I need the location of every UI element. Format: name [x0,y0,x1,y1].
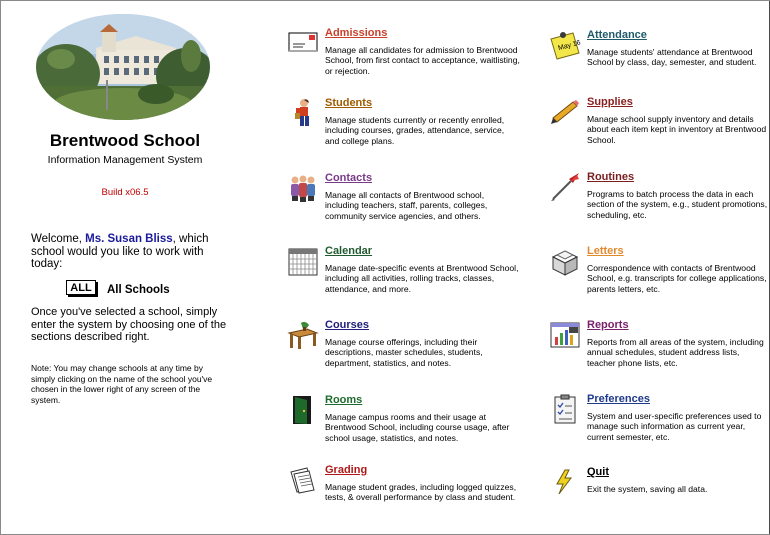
reports-link[interactable]: Reports [587,319,629,331]
rooms-link[interactable]: Rooms [325,394,363,406]
quit-description: Exit the system, saving all data. [587,484,708,494]
courses-link[interactable]: Courses [325,319,370,331]
preferences-description: System and user-specific preferences used to manage such information as current year, current semester, etc. [587,411,762,442]
pencil-icon[interactable] [549,96,581,128]
lightning-icon[interactable] [549,466,581,498]
students-description: Manage students currently or recently enrolled, including courses, grades, attendance, service, and college plans. [325,115,505,146]
school-title: Brentwood School [49,131,201,150]
supplies-link[interactable]: Supplies [587,96,633,108]
instructions-text: Once you've selected a school, simply enter the system by choosing one of the sections described right. [31,306,227,343]
reports-description: Reports from all areas of the system, including annual schedules, student address lists, teacher phone lists, etc. [587,337,764,368]
courses-description: Manage course offerings, including their descriptions, master schedules, students, department, statistics, and notes. [325,337,483,368]
grading-description: Manage student grades, including logged quizzes, tests, & overall performance by class and student. [325,482,517,503]
contacts-link[interactable]: Contacts [325,172,373,184]
admissions-description: Manage all candidates for admission to Brentwood School, from first contact to acceptance, waitlisting, or rejection. [325,45,520,76]
chart-report-icon[interactable] [549,319,581,351]
all-schools-button[interactable]: ALL [66,280,96,295]
welcome-suffix: , which school would you like to work with today: [31,233,209,270]
preferences-link[interactable]: Preferences [587,393,650,405]
quit-link[interactable]: Quit [587,466,609,478]
welcome-message [31,233,221,271]
student-icon[interactable] [287,97,319,129]
grading-link[interactable]: Grading [325,464,368,476]
papers-icon[interactable] [287,464,319,496]
calendar-description: Manage date-specific events at Brentwood School, including all activities, rolling tracks, classes, attendance, and more. [325,263,519,294]
routines-link[interactable]: Routines [587,171,635,183]
dart-icon[interactable] [549,171,581,203]
build-label: Build x06.5 [101,187,149,198]
letters-description: Correspondence with contacts of Brentwood School, e.g. transcripts for college applications, parents letters, etc. [587,263,767,294]
students-link[interactable]: Students [325,97,373,109]
note-text: Note: You may change schools at any time by simply clicking on the name of the school you've chosen in the lower right of any screen of the system. [31,363,213,405]
people-icon[interactable] [287,172,319,204]
envelope-icon[interactable] [287,27,319,59]
note-icon-text: May 16 [557,39,581,53]
user-name: Ms. Susan Bliss [85,233,173,245]
welcome-prefix: Welcome, [31,233,86,245]
rooms-description: Manage campus rooms and their usage at Brentwood School, including course usage, after school usage, statistics, and notes. [325,412,510,443]
calendar-icon[interactable] [287,245,319,277]
school-photo [36,14,210,120]
calendar-link[interactable]: Calendar [325,245,373,257]
attendance-description: Manage students' attendance at Brentwood School by class, day, semester, and student. [587,47,757,68]
supplies-description: Manage school supply inventory and details about each item kept in inventory at Brentwood School. [587,114,767,145]
all-schools-label[interactable]: All Schools [107,284,170,296]
routines-description: Programs to batch process the data in each section of the system, e.g., student promotions, scheduling, etc. [587,189,768,220]
attendance-link[interactable]: Attendance [587,29,647,41]
school-subtitle: Information Management System [47,154,203,166]
letters-link[interactable]: Letters [587,245,624,257]
note-icon[interactable] [549,29,581,61]
door-icon[interactable] [287,394,319,426]
contacts-description: Manage all contacts of Brentwood school, including teachers, staff, parents, colleges, community service agencies, and others. [325,190,488,221]
desk-icon[interactable] [287,319,319,351]
clipboard-icon[interactable] [549,393,581,425]
admissions-link[interactable]: Admissions [325,27,388,39]
letter-tray-icon[interactable] [549,245,581,277]
